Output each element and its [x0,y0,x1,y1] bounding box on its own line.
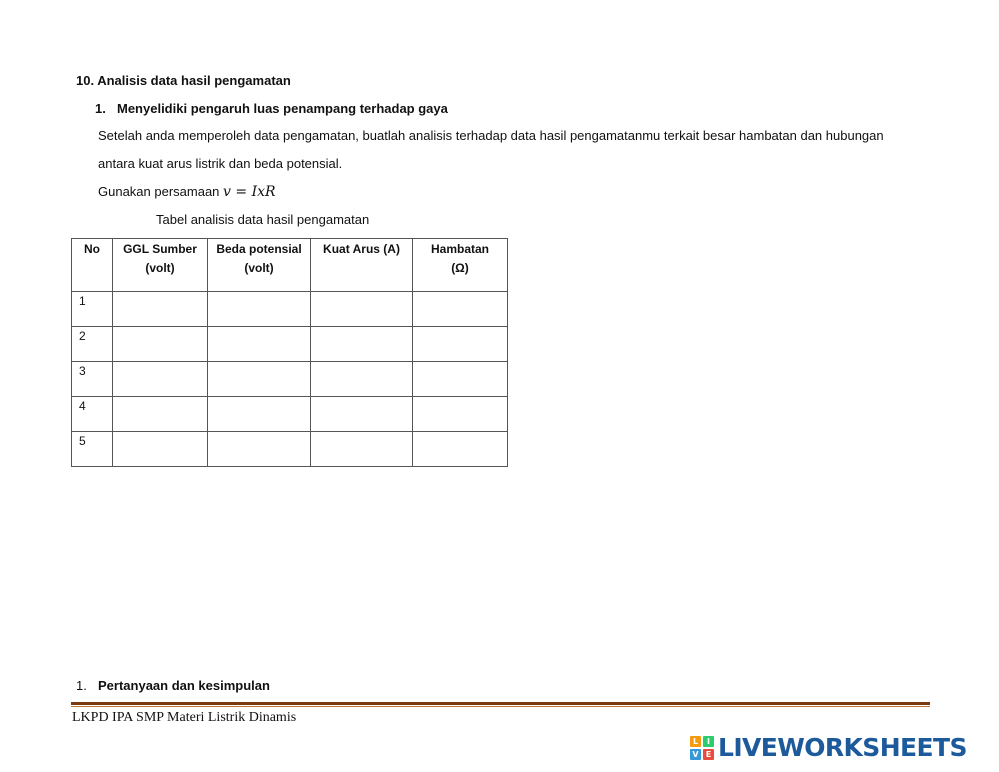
liveworksheets-logo-text: LIVEWORKSHEETS [718,733,967,762]
table-row [72,362,508,397]
header-line1: No [84,242,100,256]
header-beda-potensial [208,239,311,292]
header-no [72,239,113,292]
hambatan-input-cell[interactable] [413,397,508,432]
formula-equation: v = IxR [223,184,276,200]
table-caption: Tabel analisis data hasil pengamatan [156,212,370,227]
conclusion-number: 1. [76,678,87,693]
instruction-paragraph-line-2: antara kuat arus listrik dan beda potensial. [98,156,343,171]
ggl-sumber-input-cell[interactable] [113,327,208,362]
kuat-arus-input-cell[interactable] [311,397,413,432]
header-line1: Beda potensial [216,242,302,256]
ggl-sumber-input-cell[interactable] [113,292,208,327]
conclusion-heading [76,678,270,694]
analysis-data-table [71,238,508,467]
sub-heading-number: 1. [95,101,106,116]
sub-heading-text: Menyelidiki pengaruh luas penampang terhadap gaya [117,101,448,116]
row-number-cell: 4 [72,397,113,432]
header-ggl-sumber [113,239,208,292]
liveworksheets-logo [690,734,967,762]
beda-potensial-input-cell[interactable] [208,362,311,397]
header-line2: (volt) [244,261,274,275]
logo-tile-l: L [690,736,701,747]
beda-potensial-input-cell[interactable] [208,292,311,327]
kuat-arus-input-cell[interactable] [311,327,413,362]
kuat-arus-input-cell[interactable] [311,362,413,397]
table-header-row [72,239,508,292]
hambatan-input-cell[interactable] [413,327,508,362]
header-line1: GGL Sumber [123,242,197,256]
table-row [72,327,508,362]
beda-potensial-input-cell[interactable] [208,327,311,362]
beda-potensial-input-cell[interactable] [208,397,311,432]
header-hambatan [413,239,508,292]
header-kuat-arus [311,239,413,292]
row-number-cell: 1 [72,292,113,327]
row-number-cell: 2 [72,327,113,362]
formula-prefix: Gunakan persamaan [98,184,220,199]
ggl-sumber-input-cell[interactable] [113,397,208,432]
ggl-sumber-input-cell[interactable] [113,362,208,397]
footer-divider-accent [71,706,930,707]
footer-text: LKPD IPA SMP Materi Listrik Dinamis [72,710,297,725]
header-line2: (Ω) [451,261,469,275]
footer-divider [71,702,930,705]
logo-tile-v: V [690,749,701,760]
header-line1: Kuat Arus (A) [323,242,400,256]
table-row [72,397,508,432]
table-row [72,292,508,327]
header-line2: (volt) [145,261,175,275]
hambatan-input-cell[interactable] [413,292,508,327]
liveworksheets-logo-icon [690,736,714,760]
logo-tile-e: E [703,749,714,760]
kuat-arus-input-cell[interactable] [311,292,413,327]
formula-line [98,184,276,200]
header-line1: Hambatan [430,242,489,256]
row-number-cell: 5 [72,432,113,467]
logo-tile-i: I [703,736,714,747]
section-heading: 10. Analisis data hasil pengamatan [76,73,291,88]
instruction-paragraph-line-1: Setelah anda memperoleh data pengamatan, buatlah analisis terhadap data hasil pengamatanmu terkait besar hambatan dan hubungan [98,128,884,143]
hambatan-input-cell[interactable] [413,362,508,397]
beda-potensial-input-cell[interactable] [208,432,311,467]
conclusion-text: Pertanyaan dan kesimpulan [98,678,270,693]
row-number-cell: 3 [72,362,113,397]
table-row [72,432,508,467]
sub-heading [95,101,448,117]
kuat-arus-input-cell[interactable] [311,432,413,467]
hambatan-input-cell[interactable] [413,432,508,467]
ggl-sumber-input-cell[interactable] [113,432,208,467]
